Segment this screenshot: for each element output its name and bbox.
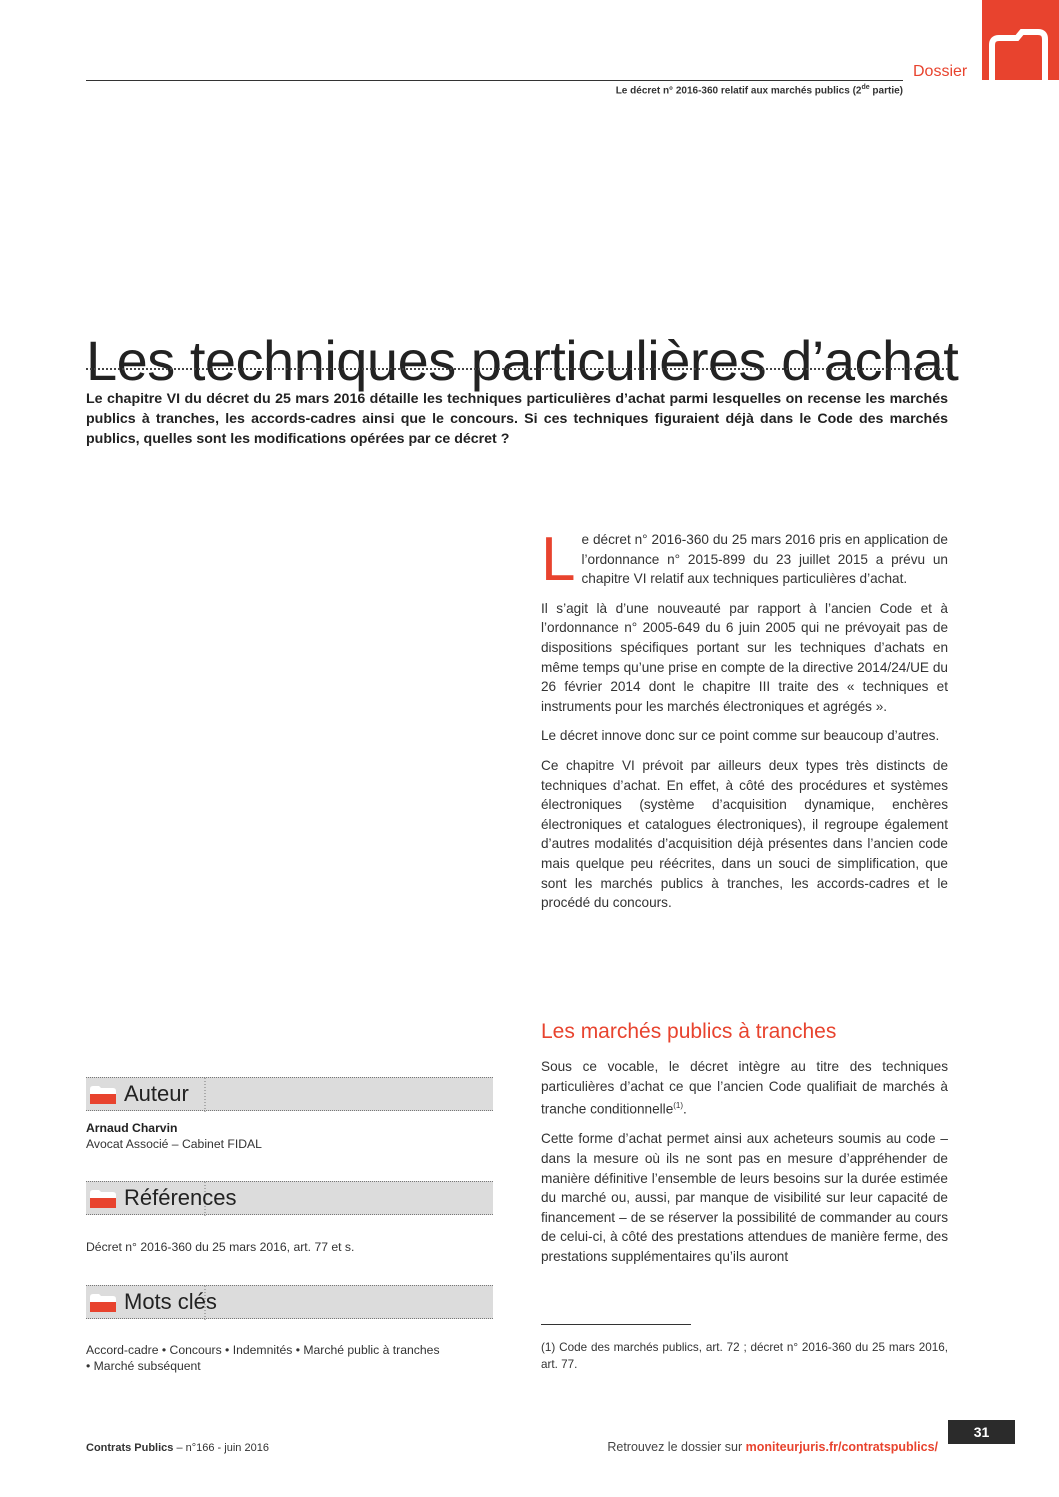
author-name: Arnaud Charvin	[86, 1121, 178, 1135]
page-title: Les techniques particulières d’achat	[86, 328, 959, 392]
dossier-tab	[982, 0, 1059, 80]
folder-icon	[90, 1190, 116, 1208]
folder-icon	[90, 1086, 116, 1104]
footnote: (1) Code des marchés publics, art. 72 ; décret n° 2016-360 du 25 mars 2016, art. 77.	[541, 1341, 948, 1371]
references-heading: Références	[124, 1185, 237, 1210]
paragraph: Le décret innove donc sur ce point comme sur beaucoup d’autres.	[541, 728, 940, 744]
paragraph: Ce chapitre VI prévoit par ailleurs deux types très distincts de techniques d’achat. En effet, à côté des procédures et systèmes électroniques (système d’acquisition dynamique, enchères électroniques et catalogues électroniques), il regroupe également d’autres modalités d’acquisition déjà présentes dans l’ancien code mais quelque peu réécrites, dans un souci de simplification, que sont les marchés publics à tranches, les accords-cadres et le procédé du concours.	[541, 757, 948, 911]
article-body-bottom	[541, 1057, 948, 1276]
footer-journal: Contrats Publics – n°166 - juin 2016	[86, 1442, 269, 1454]
drop-cap: L	[541, 525, 576, 594]
author-heading: Auteur	[124, 1081, 189, 1106]
paragraph: Il s’agit là d’une nouveauté par rapport à l’ancien Code et à l’ordonnance n° 2005-649 du 6 juin 2005 qui ne prévoyait pas de dispositions spécifiques portant sur les techniques d’achats en même temps qu’une prise en compte de la directive 2014/24/UE du 26 février 2014 dont le chapitre III traite des « techniques et instruments pour les marchés électroniques et agrégés ».	[541, 600, 948, 714]
author-role: Avocat Associé – Cabinet FIDAL	[86, 1137, 262, 1151]
separator	[204, 1078, 206, 1112]
footnote-ref[interactable]: (1)	[673, 1101, 684, 1111]
keywords-heading: Mots clés	[124, 1289, 217, 1314]
footer-promo: Retrouvez le dossier sur moniteurjuris.fr/contratspublics/	[607, 1440, 938, 1454]
references-box-header	[86, 1181, 493, 1215]
article-lead: Le chapitre VI du décret du 25 mars 2016 détaille les techniques particulières d’achat parmi lesquelles on recense les marchés publics à tranches, les accords-cadres ainsi que le concours. Si ces techniques figuraient déjà dans le Code des marchés publics, quelles sont les modifications opérées par ce décret ?	[86, 391, 948, 447]
header-rule	[86, 80, 903, 81]
keywords-text: Accord-cadre • Concours • Indemnités • Marché public à tranches • Marché subséquent	[86, 1343, 440, 1373]
keywords-box-header	[86, 1285, 493, 1319]
author-info	[86, 1120, 493, 1152]
references-text: Décret n° 2016-360 du 25 mars 2016, art. 77 et s.	[86, 1240, 355, 1254]
article-body-top	[541, 525, 948, 923]
paragraph: Le décret n° 2016-360 du 25 mars 2016 pris en application de l’ordonnance n° 2015-899 du 23 juillet 2015 a prévu un chapitre VI relatif aux techniques particulières d’achat.	[541, 525, 948, 594]
folder-icon	[982, 0, 1059, 80]
section-heading: Les marchés publics à tranches	[541, 1020, 837, 1043]
page-number: 31	[948, 1420, 1015, 1444]
title-divider	[86, 368, 948, 370]
author-box-header	[86, 1077, 493, 1111]
section-label: Dossier	[913, 63, 968, 80]
folder-icon	[90, 1294, 116, 1312]
dossier-link[interactable]: moniteurjuris.fr/contratspublics/	[745, 1440, 938, 1454]
paragraph: Sous ce vocable, le décret intègre au titre des techniques particulières d’achat ce que l’ancien Code qualifiait de marchés à tranche conditionnelle$^{(1)}$.	[541, 1059, 948, 1117]
footnote-rule	[541, 1324, 691, 1325]
header-subtitle: Le décret n° 2016-360 relatif aux marchés publics (2de partie)	[615, 84, 903, 97]
paragraph: Cette forme d’achat permet ainsi aux acheteurs soumis au code – dans la mesure où ils ne sont pas en mesure d’appréhender de manière définitive l’ensemble de leurs besoins sur la durée estimée du marché ou, aussi, par manque de visibilité sur leur capacité de financement – de se réserver la possibilité de commander au cours de celui-ci, à côté des prestations attendues de manière ferme, des prestations supplémentaires qu’ils auront	[541, 1131, 948, 1264]
